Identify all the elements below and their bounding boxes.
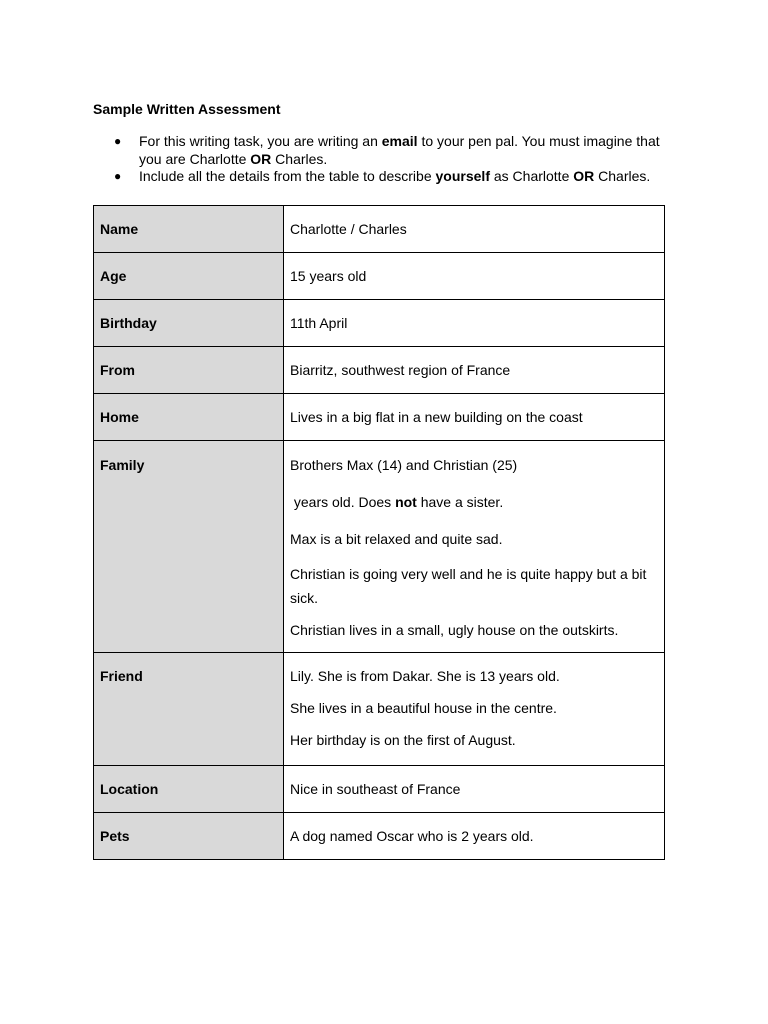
table-row — [94, 766, 665, 813]
friend-line: Lily. She is from Dakar. She is 13 years old. — [290, 668, 560, 684]
table-row — [94, 206, 665, 253]
row-value-birthday: 11th April — [284, 300, 665, 347]
table-row — [94, 653, 665, 766]
friend-line: She lives in a beautiful house in the centre. — [290, 700, 557, 716]
table-row — [94, 253, 665, 300]
details-table — [93, 205, 665, 860]
table-row — [94, 300, 665, 347]
instruction-text: to your pen pal. You must imagine that you are Charlotte — [139, 133, 660, 167]
family-line: Christian is going very well and he is quite happy but a bit sick. — [290, 566, 647, 606]
instruction-text: Include all the details from the table to describe — [139, 168, 436, 184]
table-row — [94, 347, 665, 394]
instruction-emphasis: yourself — [435, 168, 490, 184]
family-emphasis: not — [395, 494, 417, 510]
table-row — [94, 813, 665, 860]
row-value-age: 15 years old — [284, 253, 665, 300]
row-value-home: Lives in a big flat in a new building on the coast — [284, 394, 665, 441]
row-label-family: Family — [94, 441, 284, 653]
row-label-from: From — [94, 347, 284, 394]
row-value-pets: A dog named Oscar who is 2 years old. — [284, 813, 665, 860]
row-label-location: Location — [94, 766, 284, 813]
row-value-from: Biarritz, southwest region of France — [284, 347, 665, 394]
bullet-icon: ● — [114, 134, 122, 148]
instruction-emphasis: email — [381, 133, 418, 149]
row-value-name: Charlotte / Charles — [284, 206, 665, 253]
family-text: years old. Does — [290, 494, 396, 510]
instruction-text: as Charlotte — [489, 168, 574, 184]
friend-line: Her birthday is on the first of August. — [290, 732, 516, 748]
instruction-text: Charles. — [594, 168, 651, 184]
instruction-text: Charles. — [271, 150, 328, 167]
instruction-item — [114, 133, 674, 168]
row-label-pets: Pets — [94, 813, 284, 860]
document-title: Sample Written Assessment — [93, 101, 281, 117]
family-line — [290, 494, 658, 511]
instruction-text: For this writing task, you are writing an — [139, 133, 382, 149]
row-label-name: Name — [94, 206, 284, 253]
table-row — [94, 441, 665, 653]
instruction-item — [114, 168, 674, 186]
instruction-list — [114, 133, 674, 186]
table-row — [94, 394, 665, 441]
instruction-emphasis: OR — [573, 168, 595, 184]
family-line: Max is a bit relaxed and quite sad. — [290, 531, 503, 547]
family-line: Brothers Max (14) and Christian (25) — [290, 457, 518, 473]
row-label-birthday: Birthday — [94, 300, 284, 347]
row-value-location: Nice in southeast of France — [284, 766, 665, 813]
instruction-emphasis: OR — [250, 150, 272, 167]
row-label-home: Home — [94, 394, 284, 441]
row-label-age: Age — [94, 253, 284, 300]
row-value-friend — [284, 653, 665, 766]
family-text: have a sister. — [416, 494, 504, 510]
row-value-family — [284, 441, 665, 653]
family-line: Christian lives in a small, ugly house on the outskirts. — [290, 622, 619, 638]
bullet-icon: ● — [114, 169, 122, 183]
row-label-friend: Friend — [94, 653, 284, 766]
